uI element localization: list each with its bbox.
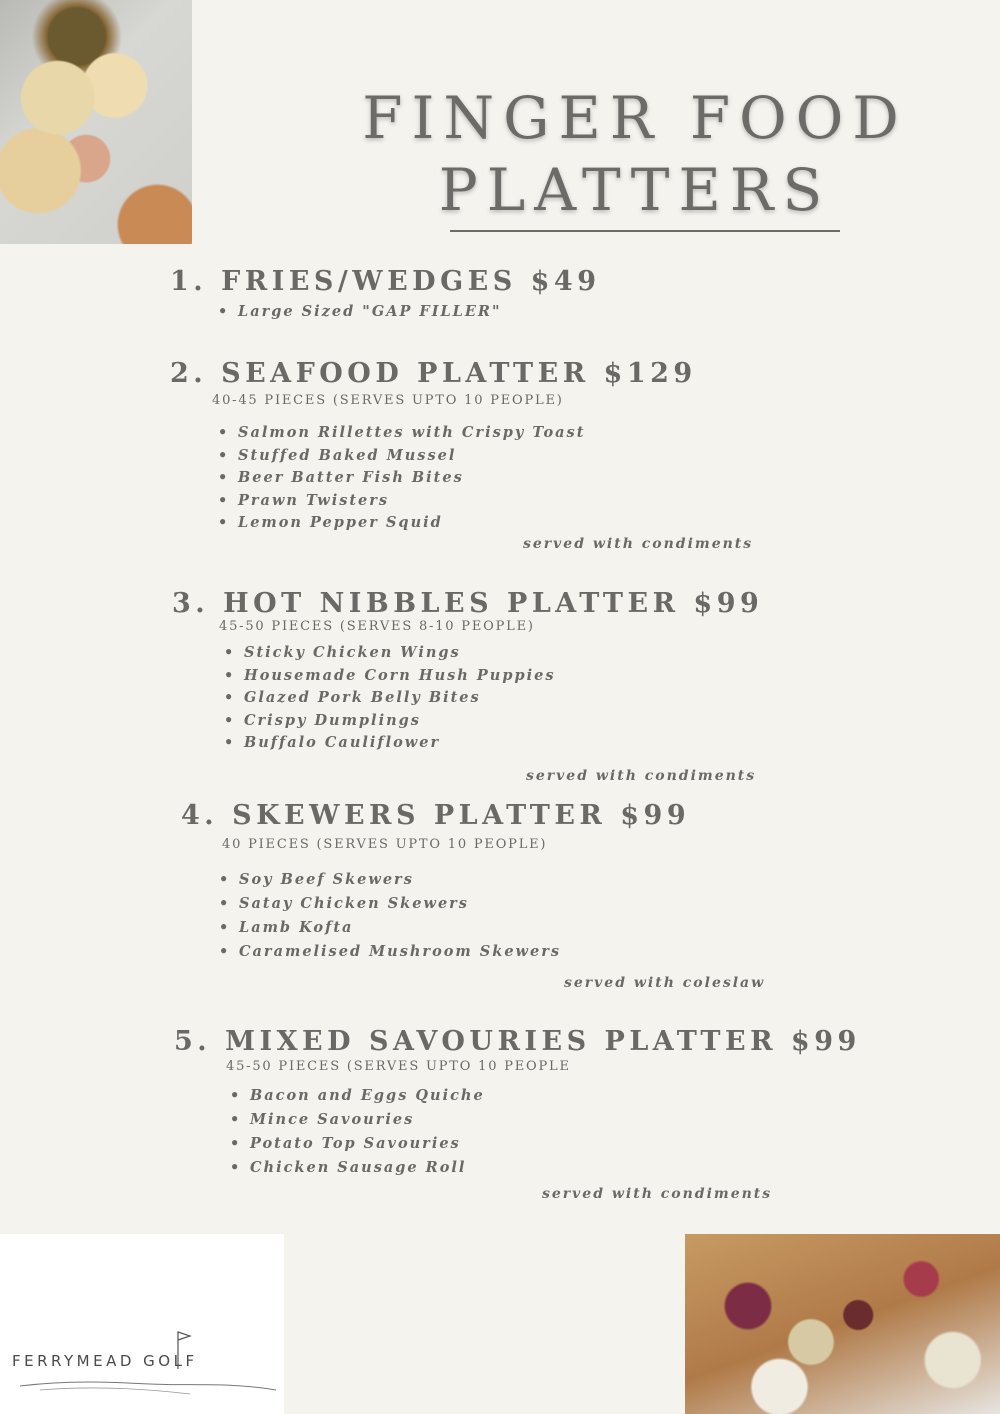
coleslaw-note: served with coleslaw (564, 975, 766, 991)
section-hot-nibbles-platter (172, 588, 763, 755)
list-item: • Mince Savouries (230, 1111, 415, 1128)
section-subtitle: 40 PIECES (SERVES UPTO 10 PEOPLE) (222, 837, 548, 852)
sliders-food-photo (0, 0, 192, 244)
list-item: • Lemon Pepper Squid (218, 514, 443, 532)
item-list (219, 868, 690, 964)
list-item: • Glazed Pork Belly Bites (224, 689, 481, 707)
section-subtitle: 45-50 PIECES (SERVES UPTO 10 PEOPLE (226, 1059, 571, 1074)
list-item: • Crispy Dumplings (224, 711, 421, 729)
section-heading: 3. HOT NIBBLES PLATTER $99 (172, 588, 764, 619)
list-item: • Buffalo Cauliflower (224, 734, 441, 752)
item-list (218, 301, 600, 324)
section-seafood-platter (170, 358, 697, 535)
list-item: • Bacon and Eggs Quiche (230, 1087, 485, 1104)
list-item: • Chicken Sausage Roll (230, 1159, 467, 1176)
list-item: • Stuffed Baked Mussel (218, 446, 457, 464)
section-heading: 5. MIXED SAVOURIES PLATTER $99 (174, 1026, 861, 1057)
list-item: • Lamb Kofta (219, 919, 354, 936)
title-divider (450, 230, 840, 232)
title-line-1: FINGER FOOD (362, 84, 908, 152)
list-item: • Potato Top Savouries (230, 1135, 461, 1152)
list-item: • Large Sized "GAP FILLER" (218, 303, 502, 320)
section-heading: 1. FRIES/WEDGES $49 (170, 266, 601, 297)
title-line-2: PLATTERS (438, 156, 832, 224)
list-item: • Beer Batter Fish Bites (218, 469, 464, 487)
list-item: • Salmon Rillettes with Crispy Toast (218, 424, 586, 441)
section-skewers-platter (181, 800, 690, 964)
item-list (230, 1084, 861, 1180)
list-item: • Caramelised Mushroom Skewers (219, 943, 562, 960)
condiments-note: served with condiments (542, 1186, 773, 1202)
list-item: • Soy Beef Skewers (219, 871, 414, 888)
grazing-board-photo (685, 1234, 1000, 1414)
logo-text: FERRYMEAD GOLF (12, 1352, 198, 1370)
list-item: • Sticky Chicken Wings (224, 644, 461, 661)
condiments-note: served with condiments (526, 768, 757, 784)
list-item: • Satay Chicken Skewers (219, 895, 469, 912)
item-list (224, 642, 763, 755)
item-list (218, 422, 697, 535)
section-heading: 4. SKEWERS PLATTER $99 (181, 800, 691, 831)
section-subtitle: 40-45 PIECES (SERVES UPTO 10 PEOPLE) (212, 393, 564, 408)
section-subtitle: 45-50 PIECES (SERVES 8-10 PEOPLE) (219, 619, 535, 634)
list-item: • Prawn Twisters (218, 491, 390, 509)
ferrymead-golf-logo (0, 1234, 284, 1414)
section-fries-wedges (170, 266, 600, 324)
condiments-note: served with condiments (523, 536, 754, 552)
section-mixed-savouries-platter (174, 1026, 861, 1180)
list-item: • Housemade Corn Hush Puppies (224, 666, 556, 684)
page-title (330, 82, 940, 226)
section-heading: 2. SEAFOOD PLATTER $129 (170, 358, 697, 389)
